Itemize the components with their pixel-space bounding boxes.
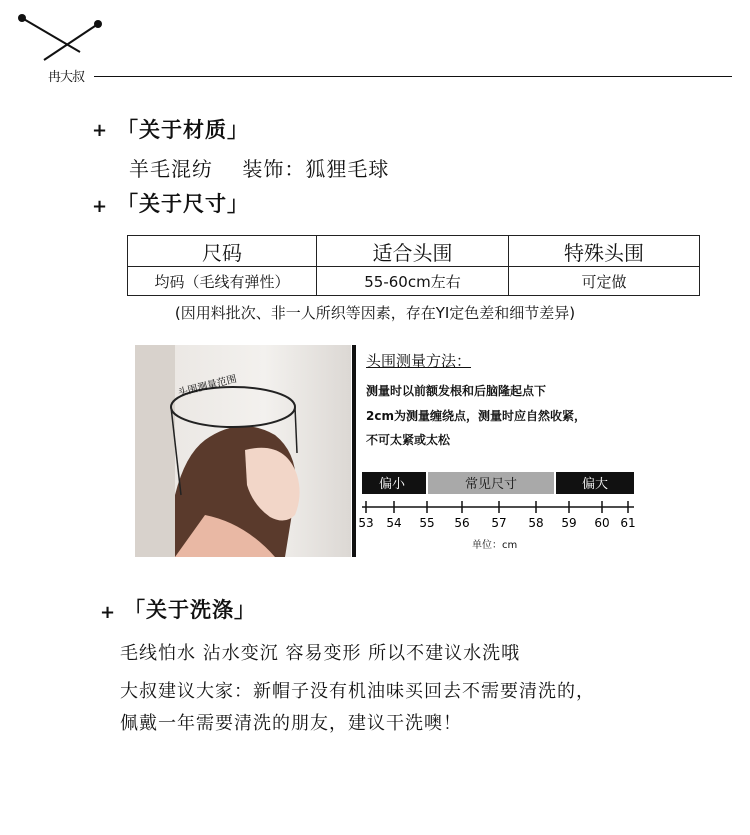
scale-tick-label: 61 — [620, 516, 636, 530]
measure-line: 测量时以前额发根和后脑隆起点下 — [366, 384, 547, 398]
scale-label-large: 偏大 — [581, 477, 609, 492]
plus-icon: + — [92, 120, 108, 141]
logo-text: 冉大叔 — [48, 70, 85, 85]
photo-label: 头围测量范围 — [177, 373, 238, 400]
table-cell: 55-60cm左右 — [317, 267, 509, 296]
scale-tick-label: 56 — [454, 516, 470, 530]
scale-tick-label: 60 — [594, 516, 610, 530]
material-heading: 「关于材质」 — [117, 118, 249, 142]
washing-text: 佩戴一年需要清洗的朋友，建议干洗噢！ — [120, 713, 462, 734]
measure-line: 不可太紧或太松 — [366, 433, 451, 447]
washing-text: 大叔建议大家：新帽子没有机油味买回去不需要清洗的， — [120, 681, 595, 702]
model-photo — [135, 345, 351, 557]
scale-tick-label: 53 — [358, 516, 374, 530]
plus-icon: + — [92, 196, 108, 217]
size-scale — [356, 470, 646, 532]
scale-tick-label: 55 — [419, 516, 435, 530]
size-note: (因用料批次、非一人所织等因素，存在YI定色差和细节差异) — [174, 304, 576, 322]
scale-tick-label: 59 — [561, 516, 577, 530]
scale-tick-label: 54 — [386, 516, 402, 530]
top-divider — [94, 76, 732, 77]
washing-text: 毛线怕水 沾水变沉 容易变形 所以不建议水洗哦 — [120, 643, 521, 664]
measure-line: 2cm为测量缠绕点，测量时应自然收紧， — [366, 409, 586, 423]
table-header: 尺码 — [128, 236, 317, 267]
size-table — [127, 235, 700, 296]
table-header: 特殊头围 — [509, 236, 700, 267]
logo-needles-icon — [14, 12, 104, 68]
table-header: 适合头围 — [317, 236, 509, 267]
scale-tick-label: 58 — [528, 516, 544, 530]
size-heading: 「关于尺寸」 — [117, 192, 249, 216]
scale-tick-label: 57 — [491, 516, 507, 530]
washing-heading: 「关于洗涤」 — [124, 598, 256, 622]
scale-ticks — [358, 501, 635, 530]
unit-label: 单位：cm — [472, 540, 518, 551]
material-text: 羊毛混纺 装饰：狐狸毛球 — [129, 157, 390, 181]
measure-title: 头围测量方法： — [366, 352, 472, 370]
plus-icon: + — [100, 602, 116, 623]
table-cell: 可定做 — [509, 267, 700, 296]
scale-label-small: 偏小 — [378, 477, 406, 492]
table-cell: 均码（毛线有弹性） — [128, 267, 317, 296]
scale-label-common: 常见尺寸 — [464, 477, 518, 492]
